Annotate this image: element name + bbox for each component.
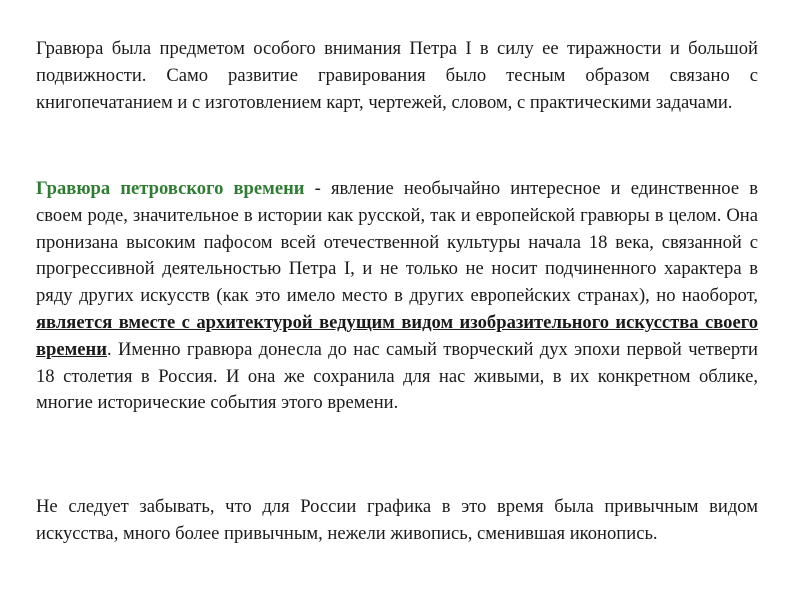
main-paragraph-text-2: . Именно гравюра донесла до нас самый творческий дух эпохи первой четверти 18 столетия в Россия. И она же сохранила для нас живыми, в их конкретном облике, многие исторические события этого времени.	[36, 338, 758, 414]
intro-paragraph: Гравюра была предметом особого внимания Петра I в силу ее тиражности и большой подвижности. Само развитие гравирования было тесным образом связано с книгопечатанием и с изготовлением карт, чертежей, словом, с практическими задачами.	[36, 38, 758, 113]
main-paragraph	[36, 176, 758, 417]
main-paragraph-text-1: - явление необычайно интересное и единственное в своем роде, значительное в истории как русской, так и европейской гравюры в целом. Она пронизана высоким пафосом всей отечественной культуры начала 18 века, связанной с прогрессивной деятельностью Петра I, и не только не носит подчиненного характера в ряду других искусств (как это имело место в других европейских странах), но наоборот,	[36, 178, 758, 307]
closing-paragraph: Не следует забывать, что для России графика в это время была привычным видом искусства, много более привычным, нежели живопись, сменившая иконопись.	[36, 496, 758, 544]
emphasized-statement: является вместе с архитектурой ведущим видом изобразительного искусства своего времени	[36, 311, 758, 360]
highlighted-term: Гравюра петровского времени	[36, 178, 305, 199]
